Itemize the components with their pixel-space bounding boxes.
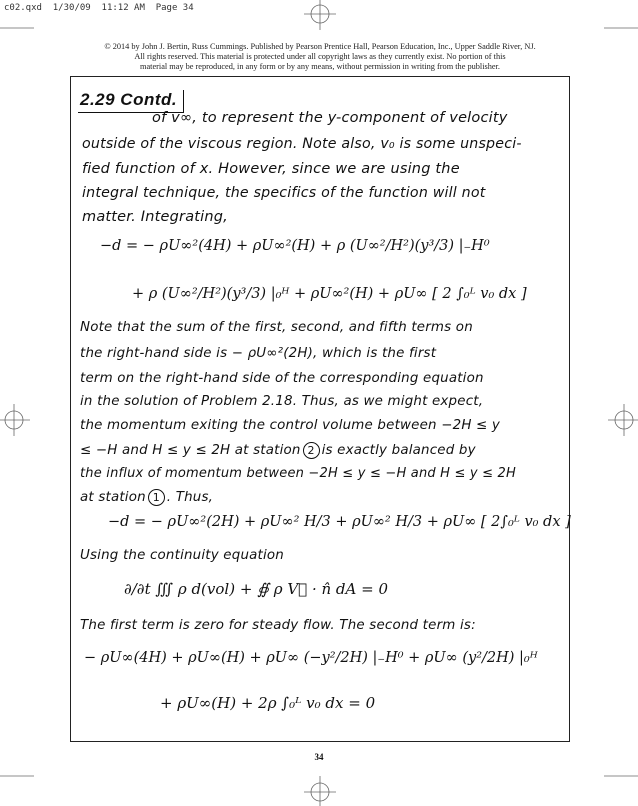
text-line-1: of v∞, to represent the y-component of velocity — [152, 110, 508, 126]
text-line-5: matter. Integrating, — [82, 209, 228, 225]
registration-mark-right — [608, 400, 638, 440]
para-line-2: the right-hand side is − ρU∞²(2H), which is the first — [80, 346, 437, 361]
registration-mark-top — [300, 0, 340, 30]
para-line-8-end: . Thus, — [166, 490, 214, 505]
para-line-6 — [80, 442, 476, 459]
para-line-6-start: ≤ −H and H ≤ y ≤ 2H at station — [80, 443, 301, 458]
para-line-6-end: is exactly balanced by — [321, 443, 476, 458]
equation-momentum-1: −d = − ρU∞²(4H) + ρU∞²(H) + ρ (U∞²/H²)(y³/3) |₋H⁰ — [100, 238, 490, 254]
copyright-line-2: All rights reserved. This material is protected under all copyright laws as they currently exist. No portion of this — [134, 52, 506, 61]
equation-drag: −d = − ρU∞²(2H) + ρU∞² H/3 + ρU∞² H/3 + ρU∞ [ 2∫₀ᴸ v₀ dx ] — [108, 514, 571, 530]
para-line-3: term on the right-hand side of the corresponding equation — [80, 371, 484, 386]
crop-mark-bottom-right — [598, 766, 638, 786]
station-1-marker: 1 — [148, 489, 165, 506]
copyright-line-3: material may be reproduced, in any form or by any means, without permission in writing from the publisher. — [140, 62, 500, 71]
printer-file-header: c02.qxd 1/30/09 11:12 AM Page 34 — [4, 3, 194, 13]
text-line-2: outside of the viscous region. Note also, v₀ is some unspeci- — [82, 136, 522, 152]
crop-mark-bottom-left — [0, 766, 40, 786]
para-line-8-start: at station — [80, 490, 146, 505]
station-2-marker: 2 — [303, 442, 320, 459]
registration-mark-left — [0, 400, 30, 440]
crop-mark-top-left — [0, 18, 40, 38]
equation-continuity: ∂/∂t ∭ ρ d(vol) + ∯ ρ V⃗ · n̂ dA = 0 — [124, 580, 389, 598]
text-line-4: integral technique, the specifics of the function will not — [82, 185, 486, 201]
para-line-4: in the solution of Problem 2.18. Thus, as we might expect, — [80, 394, 484, 409]
para-line-1: Note that the sum of the first, second, and fifth terms on — [80, 320, 473, 335]
crop-mark-top-right — [598, 18, 638, 38]
registration-mark-bottom — [300, 776, 340, 806]
continuity-intro: Using the continuity equation — [80, 548, 284, 563]
equation-momentum-2: + ρ (U∞²/H²)(y³/3) |₀ᴴ + ρU∞²(H) + ρU∞ [ 2 ∫₀ᴸ v₀ dx ] — [132, 286, 527, 302]
copyright-line-1: © 2014 by John J. Bertin, Russ Cummings. Published by Pearson Prentice Hall, Pearson Education, Inc., Upper Saddle River, NJ. — [104, 42, 536, 51]
para-line-8 — [80, 489, 213, 506]
para-line-7: the influx of momentum between −2H ≤ y ≤ −H and H ≤ y ≤ 2H — [80, 466, 516, 481]
equation-mass-balance-1: − ρU∞(4H) + ρU∞(H) + ρU∞ (−y²/2H) |₋H⁰ + ρU∞ (y²/2H) |₀ᴴ — [84, 650, 538, 666]
para-line-5: the momentum exiting the control volume between −2H ≤ y — [80, 418, 501, 433]
copyright-notice — [90, 42, 550, 72]
text-line-3: fied function of x. However, since we are using the — [82, 161, 460, 177]
steady-flow-text: The first term is zero for steady flow. The second term is: — [80, 618, 476, 633]
equation-mass-balance-2: + ρU∞(H) + 2ρ ∫₀ᴸ v₀ dx = 0 — [160, 694, 376, 712]
problem-heading: 2.29 Contd. — [78, 90, 184, 113]
page-number: 34 — [314, 752, 324, 762]
